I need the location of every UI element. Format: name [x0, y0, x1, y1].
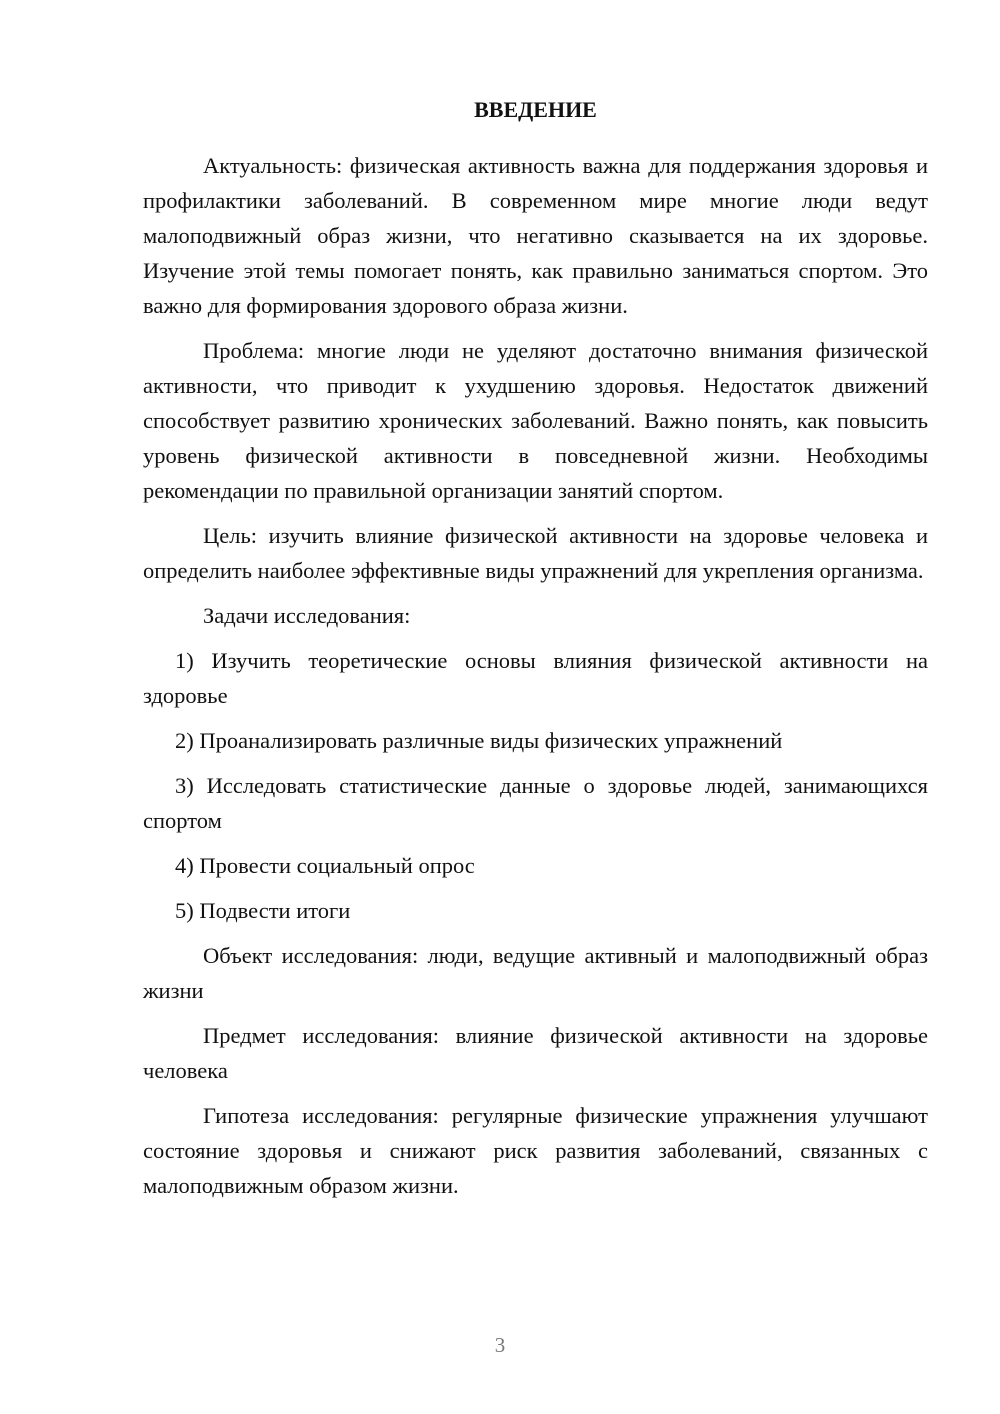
list-item-task-5: 5) Подвести итоги — [175, 898, 351, 923]
page-content — [143, 92, 928, 1213]
paragraph-goal: Цель: изучить влияние физической активности на здоровье человека и определить наиболее эффективные виды упражнений для укрепления организма. — [143, 523, 928, 583]
page-number: 3 — [494, 1333, 506, 1357]
paragraph-tasks-heading: Задачи исследования: — [203, 603, 411, 628]
list-item-task-1: 1) Изучить теоретические основы влияния физической активности на здоровье — [143, 648, 928, 708]
paragraph-object: Объект исследования: люди, ведущие активный и малоподвижный образ жизни — [143, 943, 928, 1003]
page-title: ВВЕДЕНИЕ — [474, 97, 597, 122]
list-item-task-4: 4) Провести социальный опрос — [175, 853, 475, 878]
paragraph-subject: Предмет исследования: влияние физической активности на здоровье человека — [143, 1023, 928, 1083]
paragraph-relevance: Актуальность: физическая активность важна для поддержания здоровья и профилактики заболеваний. В современном мире многие люди ведут малоподвижный образ жизни, что негативно сказывается на их здоровье. Изучение этой темы помогает понять, как правильно заниматься спортом. Это важно для формирования здорового образа жизни. — [143, 153, 928, 318]
paragraph-problem: Проблема: многие люди не уделяют достаточно внимания физической активности, что приводит к ухудшению здоровья. Недостаток движений способствует развитию хронических заболеваний. Важно понять, как повысить уровень физической активности в повседневной жизни. Необходимы рекомендации по правильной организации занятий спортом. — [143, 338, 928, 503]
list-item-task-2: 2) Проанализировать различные виды физических упражнений — [175, 728, 783, 753]
list-item-task-3: 3) Исследовать статистические данные о здоровье людей, занимающихся спортом — [143, 773, 928, 833]
paragraph-hypothesis: Гипотеза исследования: регулярные физические упражнения улучшают состояние здоровья и снижают риск развития заболеваний, связанных с малоподвижным образом жизни. — [143, 1103, 928, 1198]
